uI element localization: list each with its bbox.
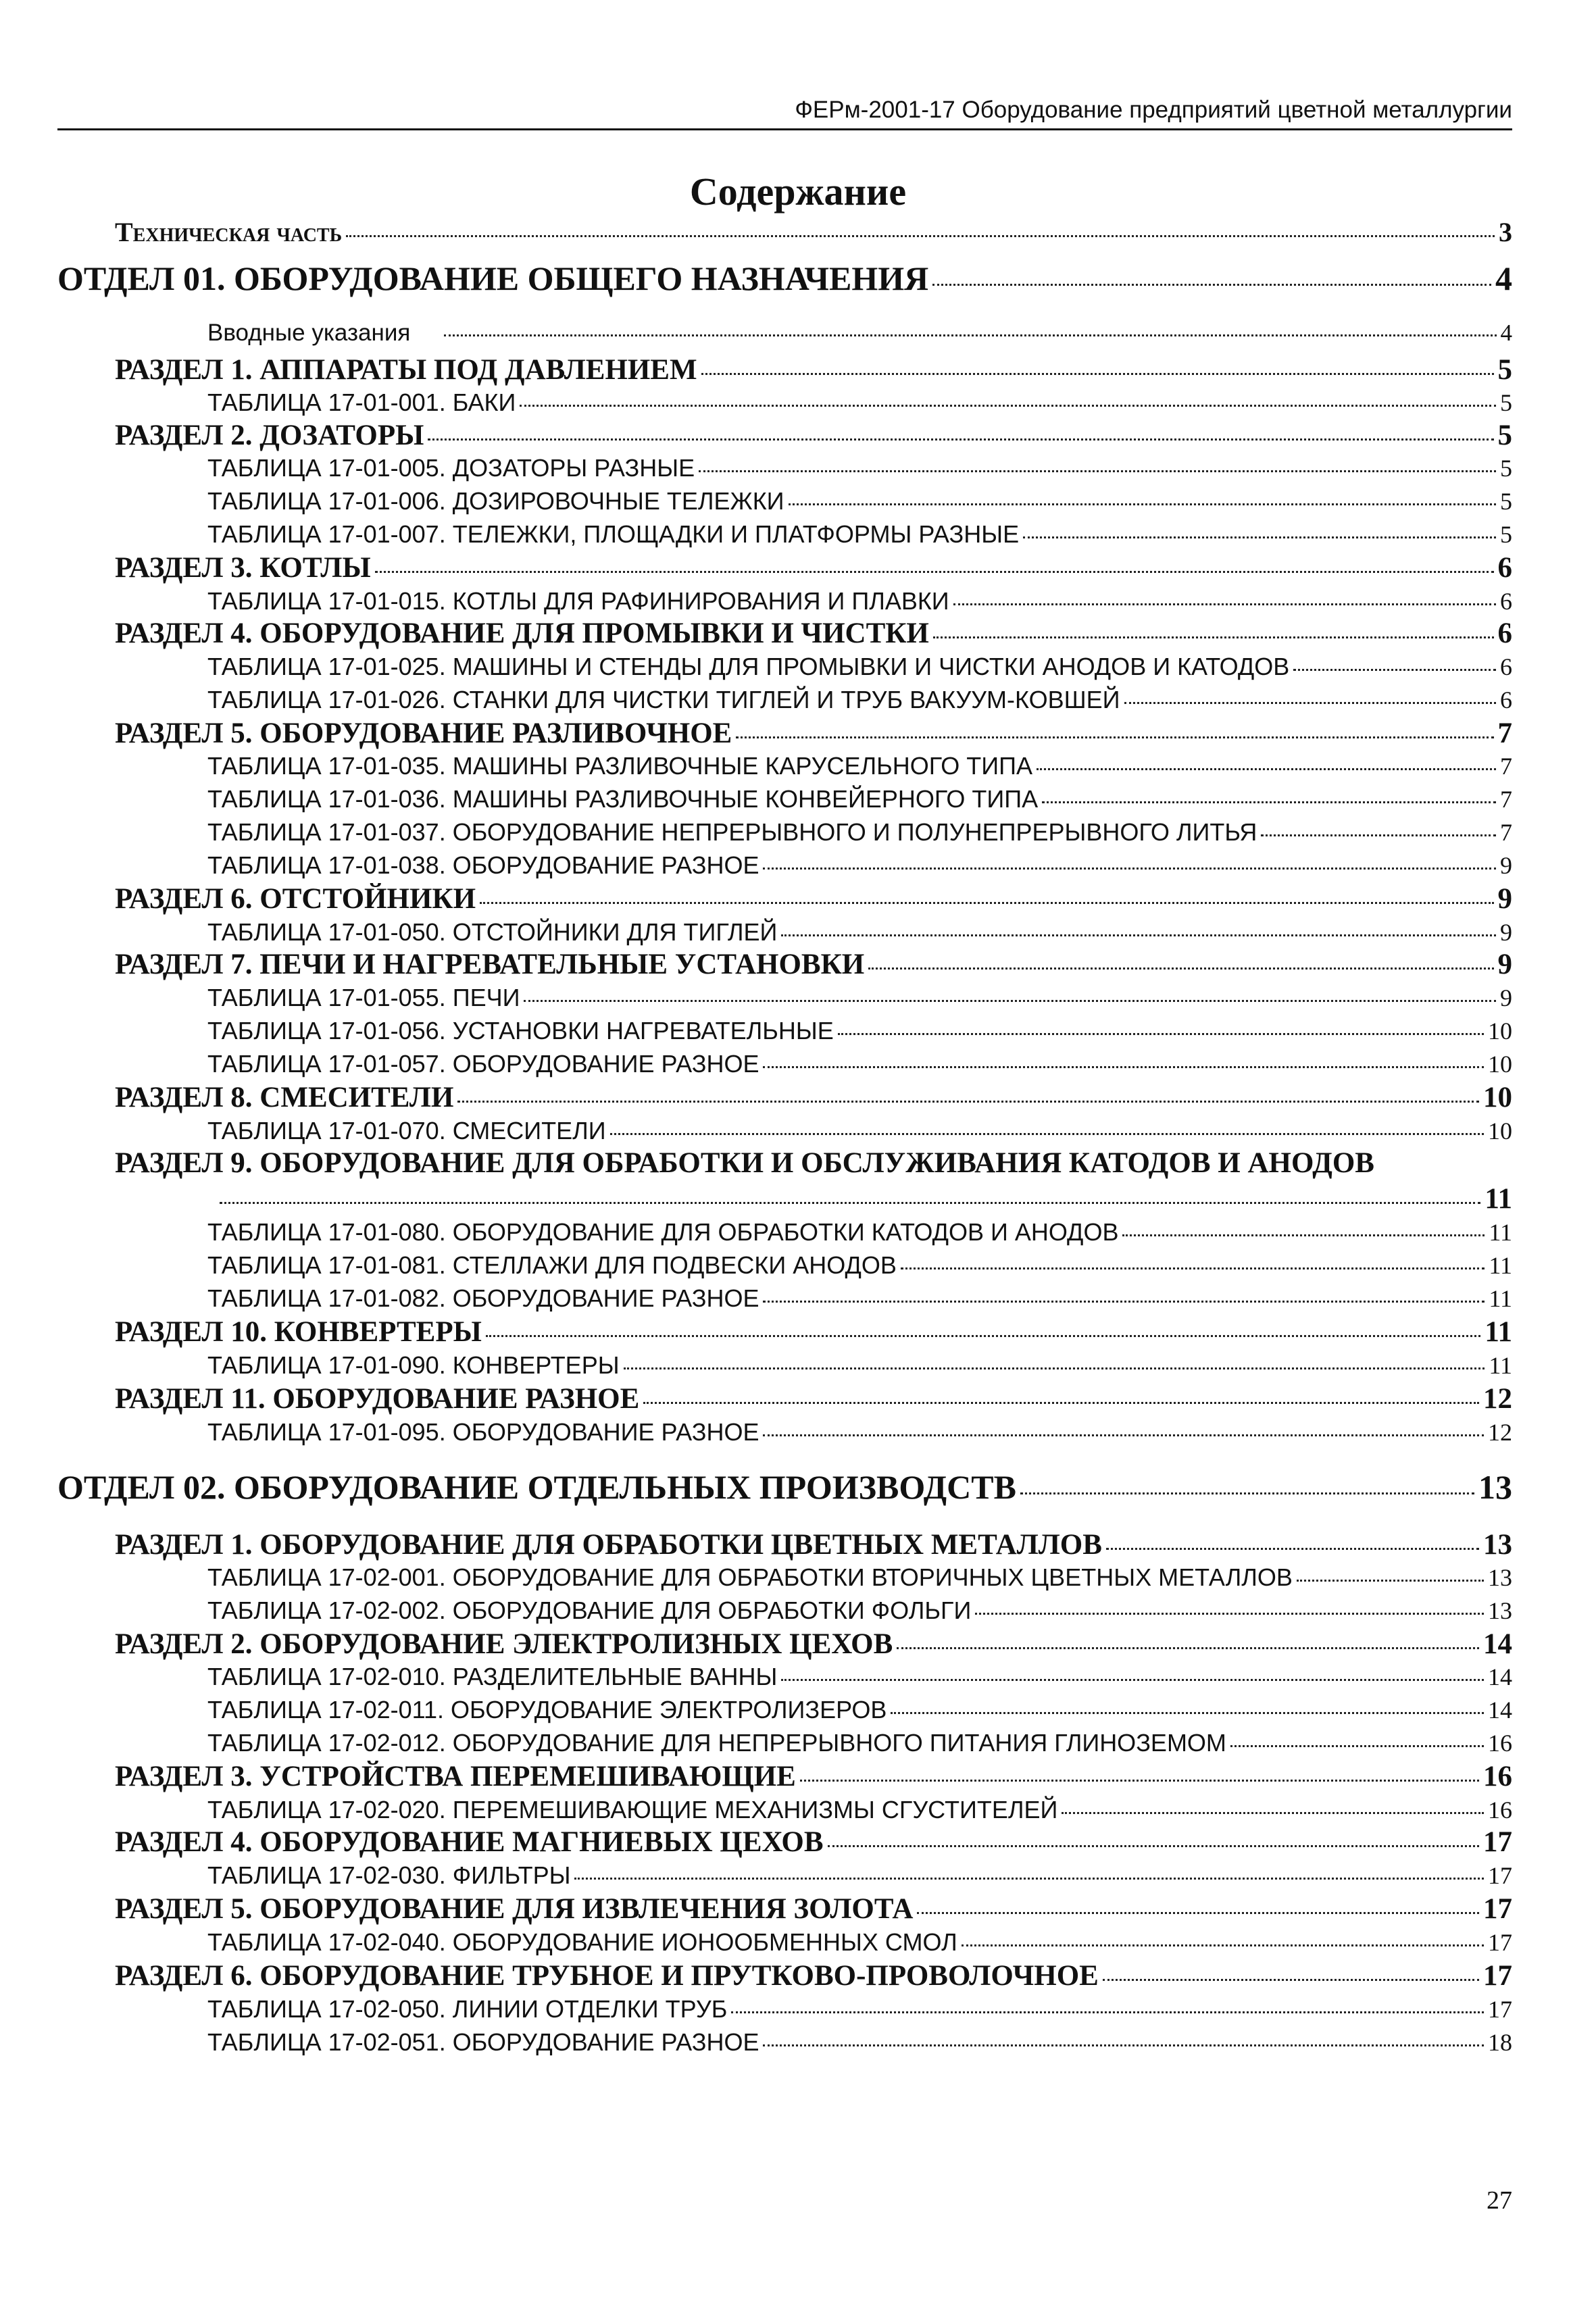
toc-entry-text: ТАБЛИЦА 17-01-055. ПЕЧИ: [207, 984, 520, 1011]
toc-entry-text: ТАБЛИЦА 17-01-080. ОБОРУДОВАНИЕ ДЛЯ ОБРАБОТКИ КАТОДОВ И АНОДОВ: [207, 1218, 1119, 1246]
dot-leader: [1122, 1234, 1485, 1236]
toc-entry-page: 6: [1500, 686, 1512, 713]
dot-leader: [428, 438, 1493, 441]
toc-entry-section[interactable]: [115, 419, 1512, 452]
dot-leader: [781, 934, 1496, 936]
toc-entry-section-continuation[interactable]: [220, 1182, 1512, 1215]
toc-entry-text: РАЗДЕЛ 1. АППАРАТЫ ПОД ДАВЛЕНИЕМ: [115, 354, 697, 386]
toc-entry-page: 11: [1485, 1316, 1512, 1348]
toc-entry-section[interactable]: [115, 717, 1512, 750]
toc-entry-text: РАЗДЕЛ 4. ОБОРУДОВАНИЕ ДЛЯ ПРОМЫВКИ И ЧИСТКИ: [115, 618, 929, 649]
toc-entry-section[interactable]: [115, 1826, 1512, 1859]
toc-entry-text: РАЗДЕЛ 3. УСТРОЙСТВА ПЕРЕМЕШИВАЮЩИЕ: [115, 1761, 796, 1792]
dot-leader: [932, 284, 1491, 286]
toc-entry-text: РАЗДЕЛ 5. ОБОРУДОВАНИЕ РАЗЛИВОЧНОЕ: [115, 718, 732, 749]
dot-leader: [917, 1912, 1479, 1914]
toc-entry-table[interactable]: [207, 818, 1512, 847]
toc-entry-page: 5: [1500, 488, 1512, 515]
toc-entry-page: 6: [1500, 588, 1512, 615]
dot-leader: [520, 405, 1496, 407]
toc-entry-text: ТАБЛИЦА 17-01-057. ОБОРУДОВАНИЕ РАЗНОЕ: [207, 1050, 759, 1078]
toc-entry-section[interactable]: [115, 1892, 1512, 1926]
toc-entry-text: ТАБЛИЦА 17-01-026. СТАНКИ ДЛЯ ЧИСТКИ ТИГЛЕЙ И ТРУБ ВАКУУМ-КОВШЕЙ: [207, 686, 1120, 713]
toc-entry-page: 4: [1495, 259, 1512, 297]
dot-leader: [480, 902, 1493, 904]
dot-leader: [574, 1878, 1484, 1880]
toc-entry-page: 16: [1483, 1761, 1512, 1792]
toc-entry-text: Вводные указания: [207, 320, 411, 346]
toc-entry-text: РАЗДЕЛ 1. ОБОРУДОВАНИЕ ДЛЯ ОБРАБОТКИ ЦВЕТНЫХ МЕТАЛЛОВ: [115, 1529, 1102, 1561]
dot-leader: [781, 1679, 1484, 1681]
toc-entry-table[interactable]: [207, 1596, 1512, 1625]
toc-entry-table[interactable]: [207, 1796, 1512, 1824]
dot-leader: [1124, 702, 1497, 704]
toc-entry-text: РАЗДЕЛ 3. КОТЛЫ: [115, 552, 371, 584]
dot-leader: [444, 334, 1496, 336]
dot-leader: [897, 1647, 1479, 1649]
toc-entry-section[interactable]: [115, 551, 1512, 584]
toc-entry-text: ТАБЛИЦА 17-02-050. ЛИНИИ ОТДЕЛКИ ТРУБ: [207, 1995, 728, 2023]
toc-entry-text: ТАБЛИЦА 17-02-020. ПЕРЕМЕШИВАЮЩИЕ МЕХАНИЗМЫ СГУСТИТЕЛЕЙ: [207, 1796, 1058, 1823]
dot-leader: [1037, 768, 1496, 770]
toc-entry-page: 5: [1497, 420, 1512, 451]
toc-entry-text: ТАБЛИЦА 17-01-082. ОБОРУДОВАНИЕ РАЗНОЕ: [207, 1284, 759, 1312]
dot-leader: [701, 373, 1494, 375]
dot-leader: [624, 1367, 1485, 1369]
toc-entry-page: 11: [1489, 1285, 1512, 1312]
toc-entry-page: 5: [1497, 354, 1512, 386]
toc-entry-text: ТАБЛИЦА 17-02-010. РАЗДЕЛИТЕЛЬНЫЕ ВАННЫ: [207, 1663, 778, 1690]
toc-entry-text: ТАБЛИЦА 17-01-070. СМЕСИТЕЛИ: [207, 1117, 606, 1145]
toc-entry-section[interactable]: [115, 1315, 1512, 1349]
toc-entry-department[interactable]: [57, 1467, 1512, 1507]
toc-entry-page: 13: [1478, 1468, 1512, 1506]
toc-entry-table[interactable]: [207, 487, 1512, 515]
toc-entry-text: РАЗДЕЛ 6. ОБОРУДОВАНИЕ ТРУБНОЕ И ПРУТКОВО-ПРОВОЛОЧНОЕ: [115, 1960, 1099, 1992]
toc-entry-text: РАЗДЕЛ 5. ОБОРУДОВАНИЕ ДЛЯ ИЗВЛЕЧЕНИЯ ЗОЛОТА: [115, 1893, 914, 1925]
toc-entry-page: 9: [1500, 984, 1512, 1011]
toc-entry-table[interactable]: [207, 785, 1512, 813]
dot-leader: [486, 1335, 1481, 1337]
dot-leader: [375, 571, 1494, 573]
toc-entry-text: РАЗДЕЛ 2. ОБОРУДОВАНИЕ ЭЛЕКТРОЛИЗНЫХ ЦЕХОВ: [115, 1628, 893, 1660]
page-number: 27: [1487, 2186, 1512, 2215]
toc-entry-table[interactable]: [207, 1663, 1512, 1691]
toc-entry-technical-part[interactable]: [115, 216, 1512, 248]
toc-entry-text: РАЗДЕЛ 11. ОБОРУДОВАНИЕ РАЗНОЕ: [115, 1383, 640, 1415]
toc-entry-text: ТАБЛИЦА 17-01-025. МАШИНЫ И СТЕНДЫ ДЛЯ ПРОМЫВКИ И ЧИСТКИ АНОДОВ И КАТОДОВ: [207, 653, 1290, 680]
toc-entry-page: 11: [1489, 1352, 1512, 1379]
toc-entry-page: 17: [1483, 1893, 1512, 1925]
toc-entry-text: ТАБЛИЦА 17-01-081. СТЕЛЛАЖИ ДЛЯ ПОДВЕСКИ АНОДОВ: [207, 1251, 897, 1279]
toc-entry-page: 4: [1500, 320, 1512, 346]
dot-leader: [1023, 536, 1496, 538]
toc-entry-table[interactable]: [207, 1696, 1512, 1724]
dot-leader: [1020, 1492, 1474, 1494]
toc-entry-text: ТАБЛИЦА 17-01-095. ОБОРУДОВАНИЕ РАЗНОЕ: [207, 1418, 759, 1446]
dot-leader: [891, 1712, 1484, 1714]
toc-entry-page: 10: [1483, 1082, 1512, 1113]
toc-entry-page: 7: [1500, 786, 1512, 813]
dot-leader: [1297, 1580, 1484, 1582]
dot-leader: [1062, 1812, 1484, 1814]
toc-entry-page: 11: [1489, 1252, 1512, 1279]
toc-entry-page: 12: [1483, 1383, 1512, 1415]
toc-entry-text: РАЗДЕЛ 4. ОБОРУДОВАНИЕ МАГНИЕВЫХ ЦЕХОВ: [115, 1826, 824, 1858]
dot-leader: [800, 1780, 1479, 1782]
toc-entry-table[interactable]: [207, 984, 1512, 1012]
dot-leader: [1293, 669, 1496, 671]
dot-leader: [736, 736, 1493, 738]
dot-leader: [731, 2011, 1484, 2013]
dot-leader: [1106, 1548, 1479, 1550]
dot-leader: [1103, 1979, 1479, 1981]
toc-entry-table[interactable]: [207, 1050, 1512, 1078]
dot-leader: [901, 1267, 1485, 1269]
toc-entry-page: 16: [1488, 1796, 1512, 1823]
toc-entry-page: 9: [1497, 883, 1512, 915]
toc-entry-text: ТАБЛИЦА 17-02-002. ОБОРУДОВАНИЕ ДЛЯ ОБРАБОТКИ ФОЛЬГИ: [207, 1596, 972, 1624]
toc-entry-text: ТАБЛИЦА 17-01-015. КОТЛЫ ДЛЯ РАФИНИРОВАНИЯ И ПЛАВКИ: [207, 587, 949, 615]
toc-entry-table[interactable]: [207, 1017, 1512, 1045]
toc-entry-text: ТАБЛИЦА 17-02-011. ОБОРУДОВАНИЕ ЭЛЕКТРОЛИЗЕРОВ: [207, 1696, 887, 1724]
toc-entry-table[interactable]: [207, 1861, 1512, 1890]
toc-entry-table[interactable]: [207, 1729, 1512, 1757]
toc-entry-table[interactable]: [207, 1218, 1512, 1247]
dot-leader: [763, 1301, 1485, 1303]
toc-entry-section[interactable]: [115, 353, 1512, 386]
toc-entry-table[interactable]: [207, 1117, 1512, 1145]
toc-entry-page: 5: [1500, 455, 1512, 482]
toc-entry-table[interactable]: [207, 1351, 1512, 1380]
toc-entry-page: 14: [1488, 1663, 1512, 1690]
dot-leader: [933, 636, 1494, 638]
toc-entry-section[interactable]: [115, 1382, 1512, 1415]
toc-entry-section-wrapped[interactable]: РАЗДЕЛ 9. ОБОРУДОВАНИЕ ДЛЯ ОБРАБОТКИ И ОБСЛУЖИВАНИЯ КАТОДОВ И АНОДОВ: [115, 1147, 1374, 1179]
toc-entry-table[interactable]: [207, 686, 1512, 714]
toc-entry-page: 9: [1500, 919, 1512, 946]
toc-entry-page: 17: [1488, 1996, 1512, 2023]
dot-leader: [763, 867, 1496, 870]
dot-leader: [789, 503, 1496, 505]
running-header: ФЕРм-2001-17 Оборудование предприятий цветной металлургии: [795, 97, 1512, 123]
toc-entry-table[interactable]: [207, 1284, 1512, 1313]
toc-entry-page: 5: [1500, 389, 1512, 416]
toc-entry-table[interactable]: [207, 851, 1512, 880]
dot-leader: [524, 1000, 1496, 1002]
toc-entry-text: ТАБЛИЦА 17-01-001. БАКИ: [207, 388, 516, 416]
toc-entry-table[interactable]: [207, 1928, 1512, 1957]
toc-entry-page: 10: [1488, 1017, 1512, 1045]
dot-leader: [868, 967, 1493, 970]
dot-leader: [699, 470, 1496, 472]
toc-entry-page: 10: [1488, 1051, 1512, 1078]
toc-entry-section[interactable]: [115, 1081, 1512, 1114]
toc-entry-section[interactable]: [115, 1959, 1512, 1992]
toc-entry-page: 5: [1500, 521, 1512, 548]
toc-entry-text: ТАБЛИЦА 17-01-035. МАШИНЫ РАЗЛИВОЧНЫЕ КАРУСЕЛЬНОГО ТИПА: [207, 752, 1032, 780]
toc-entry-section[interactable]: [115, 1528, 1512, 1561]
toc-entry-page: 13: [1483, 1529, 1512, 1561]
toc-entry-text: ТАБЛИЦА 17-02-012. ОБОРУДОВАНИЕ ДЛЯ НЕПРЕРЫВНОГО ПИТАНИЯ ГЛИНОЗЕМОМ: [207, 1729, 1226, 1757]
toc-entry-table[interactable]: [207, 388, 1512, 417]
toc-entry-table[interactable]: [207, 1418, 1512, 1447]
toc-entry-text: РАЗДЕЛ 8. СМЕСИТЕЛИ: [115, 1082, 454, 1113]
toc-entry-page: 3: [1499, 217, 1512, 247]
toc-entry-table[interactable]: [207, 1251, 1512, 1280]
toc-entry-text: Техническая часть: [115, 217, 343, 247]
toc-entry-text: РАЗДЕЛ 6. ОТСТОЙНИКИ: [115, 883, 476, 915]
toc-entry-table[interactable]: [207, 2028, 1512, 2057]
toc-entry-text: РАЗДЕЛ 2. ДОЗАТОРЫ: [115, 420, 424, 451]
toc-entry-table[interactable]: [207, 587, 1512, 615]
toc-entry-page: 11: [1485, 1183, 1512, 1215]
toc-entry-page: 12: [1488, 1419, 1512, 1446]
toc-entry-page: 9: [1497, 949, 1512, 980]
toc-entry-text: ТАБЛИЦА 17-01-090. КОНВЕРТЕРЫ: [207, 1351, 620, 1379]
toc-entry-table[interactable]: [207, 752, 1512, 780]
dot-leader: [763, 1066, 1484, 1068]
toc-entry-page: 7: [1500, 819, 1512, 846]
toc-entry-text: ТАБЛИЦА 17-02-040. ОБОРУДОВАНИЕ ИОНООБМЕННЫХ СМОЛ: [207, 1928, 957, 1956]
toc-entry-table[interactable]: [207, 454, 1512, 482]
toc-entry-text: РАЗДЕЛ 10. КОНВЕРТЕРЫ: [115, 1316, 482, 1348]
toc-entry-page: 17: [1488, 1929, 1512, 1956]
toc-entry-page: 17: [1483, 1826, 1512, 1858]
toc-entry-section[interactable]: [115, 1760, 1512, 1793]
toc-entry-page: 10: [1488, 1117, 1512, 1145]
toc-entry-text: РАЗДЕЛ 7. ПЕЧИ И НАГРЕВАТЕЛЬНЫЕ УСТАНОВКИ: [115, 949, 865, 980]
toc-entry-table[interactable]: [207, 1563, 1512, 1592]
dot-leader: [953, 603, 1496, 605]
toc-entry-table[interactable]: [207, 520, 1512, 549]
toc-entry-page: 16: [1488, 1730, 1512, 1757]
toc-entry-page: 13: [1488, 1564, 1512, 1591]
toc-entry-page: 14: [1488, 1696, 1512, 1724]
toc-entry-page: 7: [1497, 718, 1512, 749]
dot-leader: [457, 1101, 1479, 1103]
toc-entry-page: 14: [1483, 1628, 1512, 1660]
dot-leader: [643, 1402, 1479, 1404]
dot-leader: [975, 1613, 1484, 1615]
toc-entry-text: ТАБЛИЦА 17-01-037. ОБОРУДОВАНИЕ НЕПРЕРЫВНОГО И ПОЛУНЕПРЕРЫВНОГО ЛИТЬЯ: [207, 818, 1257, 846]
dot-leader: [220, 1202, 1480, 1204]
dot-leader: [610, 1133, 1484, 1135]
toc-entry-page: 13: [1488, 1597, 1512, 1624]
dot-leader: [838, 1033, 1484, 1035]
toc-entry-page: 6: [1497, 618, 1512, 649]
dot-leader: [828, 1845, 1479, 1847]
toc-entry-table[interactable]: [207, 653, 1512, 681]
dot-leader: [763, 1434, 1484, 1436]
toc-entry-text: ТАБЛИЦА 17-01-006. ДОЗИРОВОЧНЫЕ ТЕЛЕЖКИ: [207, 487, 784, 515]
toc-entry-table[interactable]: [207, 918, 1512, 947]
toc-entry-text: ТАБЛИЦА 17-01-007. ТЕЛЕЖКИ, ПЛОЩАДКИ И ПЛАТФОРМЫ РАЗНЫЕ: [207, 520, 1020, 548]
toc-entry-text: ТАБЛИЦА 17-02-001. ОБОРУДОВАНИЕ ДЛЯ ОБРАБОТКИ ВТОРИЧНЫХ ЦВЕТНЫХ МЕТАЛЛОВ: [207, 1563, 1293, 1591]
toc-entry-text: ТАБЛИЦА 17-01-050. ОТСТОЙНИКИ ДЛЯ ТИГЛЕЙ: [207, 918, 778, 946]
toc-entry-text: ТАБЛИЦА 17-02-030. ФИЛЬТРЫ: [207, 1861, 571, 1889]
toc-entry-text: ТАБЛИЦА 17-01-036. МАШИНЫ РАЗЛИВОЧНЫЕ КОНВЕЙЕРНОГО ТИПА: [207, 785, 1039, 813]
toc-entry-department[interactable]: [57, 259, 1512, 298]
dot-leader: [346, 235, 1495, 237]
toc-entry-page: 6: [1500, 653, 1512, 680]
toc-entry-section[interactable]: [115, 617, 1512, 650]
toc-entry-page: 6: [1497, 552, 1512, 584]
page-title: Содержание: [689, 170, 907, 213]
dot-leader: [1230, 1745, 1484, 1747]
toc-entry-section[interactable]: [115, 882, 1512, 915]
toc-entry-text: ТАБЛИЦА 17-01-005. ДОЗАТОРЫ РАЗНЫЕ: [207, 454, 695, 482]
toc-entry-page: 17: [1488, 1862, 1512, 1889]
toc-entry-section[interactable]: [115, 948, 1512, 981]
dot-leader: [763, 2044, 1484, 2046]
toc-entry-section[interactable]: [115, 1628, 1512, 1661]
toc-entry-page: 18: [1488, 2029, 1512, 2056]
toc-entry-text: ОТДЕЛ 02. ОБОРУДОВАНИЕ ОТДЕЛЬНЫХ ПРОИЗВОДСТВ: [57, 1468, 1016, 1506]
toc-entry-page: 9: [1500, 852, 1512, 879]
dot-leader: [1042, 801, 1496, 803]
dot-leader: [1261, 834, 1496, 836]
toc-entry-text: ТАБЛИЦА 17-01-056. УСТАНОВКИ НАГРЕВАТЕЛЬНЫЕ: [207, 1017, 834, 1045]
toc-entry-page: 11: [1489, 1219, 1512, 1246]
toc-entry-text: ТАБЛИЦА 17-02-051. ОБОРУДОВАНИЕ РАЗНОЕ: [207, 2028, 759, 2056]
toc-entry-page: 7: [1500, 753, 1512, 780]
toc-entry-table[interactable]: [207, 1995, 1512, 2023]
toc-entry-text: ТАБЛИЦА 17-01-038. ОБОРУДОВАНИЕ РАЗНОЕ: [207, 851, 759, 879]
toc-entry-text: ОТДЕЛ 01. ОБОРУДОВАНИЕ ОБЩЕГО НАЗНАЧЕНИЯ: [57, 259, 929, 297]
toc-entry-page: 17: [1483, 1960, 1512, 1992]
dot-leader: [962, 1944, 1484, 1946]
toc-entry-introduction[interactable]: [207, 320, 1512, 347]
